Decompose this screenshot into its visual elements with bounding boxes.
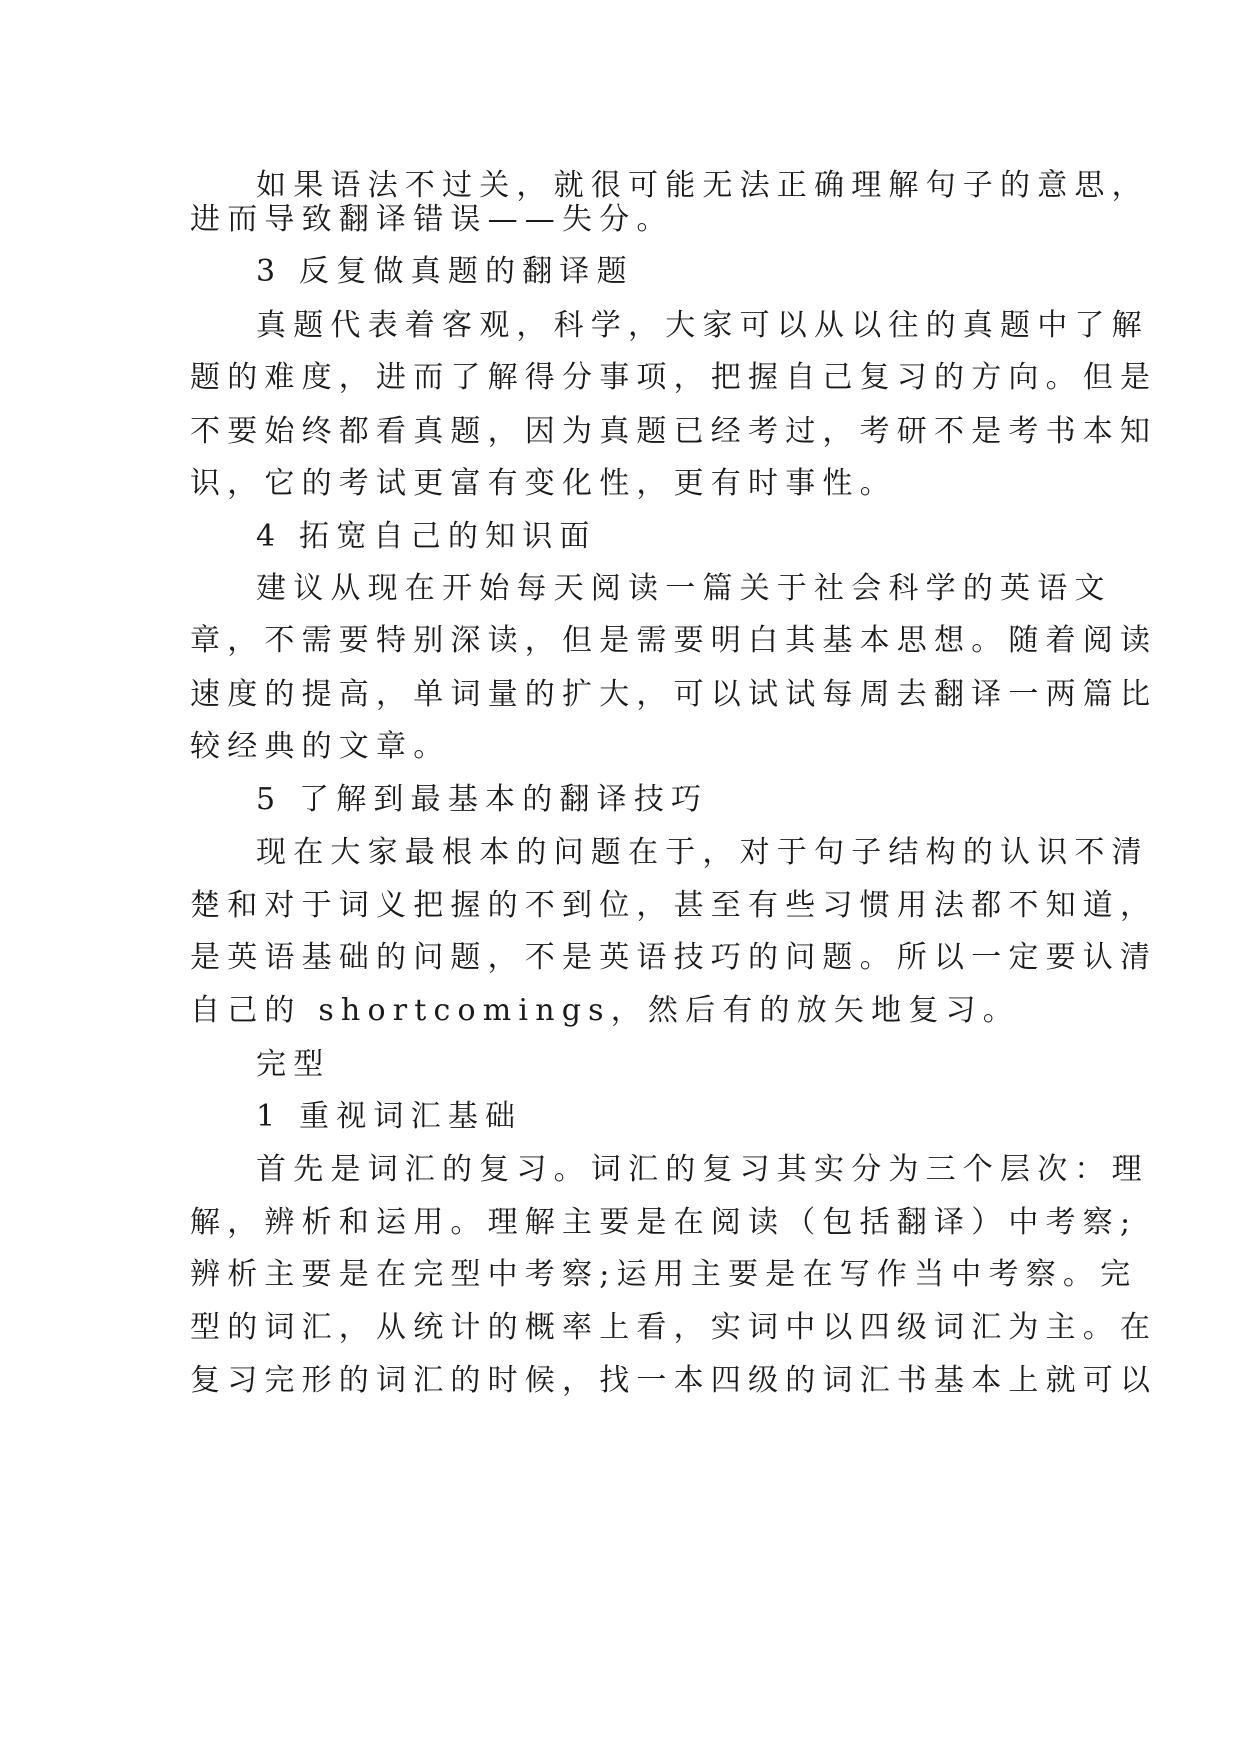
paragraph-line: 解，辨析和运用。理解主要是在阅读（包括翻译）中考察; [190,1205,1138,1240]
paragraph-line: 复习完形的词汇的时候，找一本四级的词汇书基本上就可以 [190,1363,1158,1398]
paragraph-line: 进而导致翻译错误——失分。 [190,202,674,237]
paragraph-line: 现在大家最根本的问题在于，对于句子结构的认识不清 [256,835,1149,870]
paragraph-line: 章，不需要特别深读，但是需要明白其基本思想。随着阅读 [190,623,1158,658]
paragraph-line: 识，它的考试更富有变化性，更有时事性。 [190,466,897,501]
paragraph-line: 真题代表着客观，科学，大家可以从以往的真题中了解 [256,308,1149,343]
section-heading: 4 拓宽自己的知识面 [256,519,597,554]
section-heading: 3 反复做真题的翻译题 [256,254,634,289]
paragraph-line: 自己的 shortcomings，然后有的放矢地复习。 [190,993,1020,1028]
section-heading: 完型 [256,1047,331,1082]
paragraph-line: 不要始终都看真题，因为真题已经考过，考研不是考书本知 [190,414,1158,449]
paragraph-line: 速度的提高，单词量的扩大，可以试试每周去翻译一两篇比 [190,677,1158,712]
paragraph-line: 如果语法不过关，就很可能无法正确理解句子的意思， [256,168,1149,203]
paragraph-line: 建议从现在开始每天阅读一篇关于社会科学的英语文 [256,571,1112,606]
paragraph-line: 题的难度，进而了解得分事项，把握自己复习的方向。但是 [190,360,1158,395]
paragraph-line: 较经典的文章。 [190,729,451,764]
paragraph-line: 首先是词汇的复习。词汇的复习其实分为三个层次：理 [256,1152,1149,1187]
paragraph-line: 型的词汇，从统计的概率上看，实词中以四级词汇为主。在 [190,1310,1158,1345]
paragraph-line: 楚和对于词义把握的不到位，甚至有些习惯用法都不知道， [190,888,1158,923]
paragraph-line: 辨析主要是在完型中考察;运用主要是在写作当中考察。完 [190,1257,1138,1292]
section-heading: 1 重视词汇基础 [256,1099,523,1134]
section-heading: 5 了解到最基本的翻译技巧 [256,782,709,817]
paragraph-line: 是英语基础的问题，不是英语技巧的问题。所以一定要认清 [190,940,1158,975]
